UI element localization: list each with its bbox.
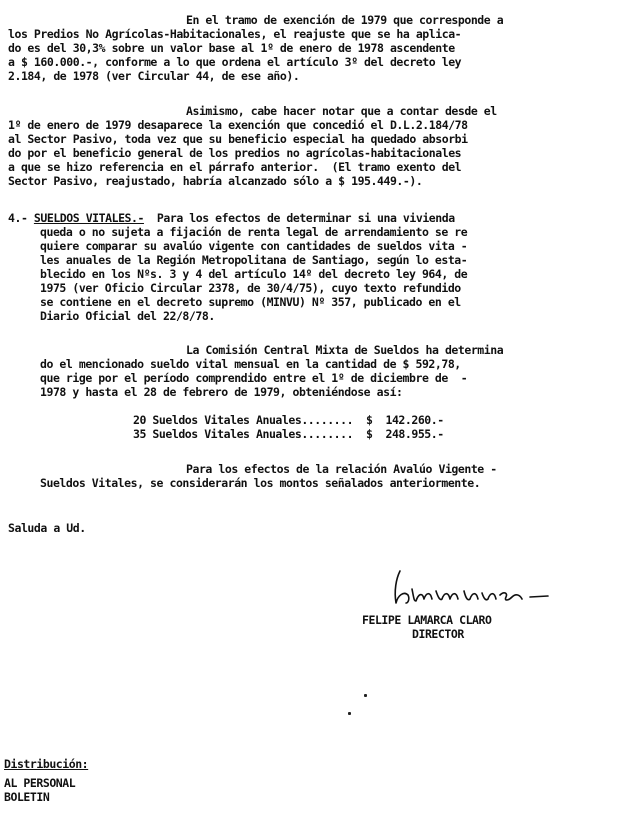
s4-heading: SUELDOS VITALES.- <box>33 211 144 225</box>
signer-title: DIRECTOR <box>412 627 464 641</box>
distribution-heading: Distribución: <box>4 757 89 771</box>
p3-line-4: 1978 y hasta el 28 de febrero de 1979, obteniéndose así: <box>40 385 403 399</box>
p3-line-2: do el mencionado sueldo vital mensual en la cantidad de $ 592,78, <box>40 357 461 371</box>
stray-mark <box>364 694 367 697</box>
amount-row-35: 35 Sueldos Vitales Anuales........ $ 248.955.- <box>133 427 444 441</box>
s4-line-2: quiere comparar su avalúo vigente con cantidades de sueldos vita - <box>40 239 468 253</box>
s4-line-1: queda o no sujeta a fijación de renta legal de arrendamiento se re <box>40 225 468 239</box>
s4-line-5: 1975 (ver Oficio Circular 2378, de 30/4/75), cuyo texto refundido <box>40 281 461 295</box>
p3-line-1: La Comisión Central Mixta de Sueldos ha determina <box>186 343 504 357</box>
p1-line-3: do es del 30,3% sobre un valor base al 1º de enero de 1978 ascendente <box>8 41 455 55</box>
signer-name: FELIPE LAMARCA CLARO <box>362 613 492 627</box>
p2-line-6: Sector Pasivo, reajustado, habría alcanzado sólo a $ 195.449.-). <box>8 174 423 188</box>
p4-line-1: Para los efectos de la relación Avalúo Vigente - <box>186 462 497 476</box>
s4-line-4: blecido en los Nºs. 3 y 4 del artículo 14º del decreto ley 964, de <box>40 267 468 281</box>
handwritten-signature <box>370 565 570 610</box>
s4-first-line <box>8 211 455 225</box>
p1-line-5: 2.184, de 1978 (ver Circular 44, de ese año). <box>8 69 300 83</box>
p3-line-3: que rige por el período comprendido entre el 1º de diciembre de - <box>40 371 468 385</box>
p1-line-2: los Predios No Agrícolas-Habitacionales, el reajuste que se ha aplica- <box>8 27 462 41</box>
greeting: Saluda a Ud. <box>8 521 86 535</box>
s4-line-6: se contiene en el decreto supremo (MINVU) Nº 357, publicado en el <box>40 295 461 309</box>
distribution-item-boletin: BOLETIN <box>4 790 50 804</box>
s4-line-3: les anuales de la Región Metropolitana de Santiago, según lo esta- <box>40 253 468 267</box>
s4-number: 4.- <box>8 211 28 225</box>
p4-line-2: Sueldos Vitales, se considerarán los montos señalados anteriormente. <box>40 476 481 490</box>
s4-line-7: Diario Oficial del 22/8/78. <box>40 309 215 323</box>
p2-line-5: a que se hizo referencia en el párrafo anterior. (El tramo exento del <box>8 160 462 174</box>
p1-line-1: En el tramo de exención de 1979 que corresponde a <box>186 13 504 27</box>
p2-line-1: Asimismo, cabe hacer notar que a contar desde el <box>186 104 497 118</box>
distribution-item-personal: AL PERSONAL <box>4 776 76 790</box>
p1-line-4: a $ 160.000.-, conforme a lo que ordena el artículo 3º del decreto ley <box>8 55 462 69</box>
amount-row-20: 20 Sueldos Vitales Anuales........ $ 142.260.- <box>133 413 444 427</box>
p2-line-4: do por el beneficio general de los predios no agrícolas-habitacionales <box>8 146 462 160</box>
p2-line-3: al Sector Pasivo, toda vez que su beneficio especial ha quedado absorbi <box>8 132 468 146</box>
s4-first-rest: Para los efectos de determinar si una vivienda <box>143 211 455 225</box>
p2-line-2: 1º de enero de 1979 desaparece la exención que concedió el D.L.2.184/78 <box>8 118 468 132</box>
stray-mark <box>348 712 351 715</box>
